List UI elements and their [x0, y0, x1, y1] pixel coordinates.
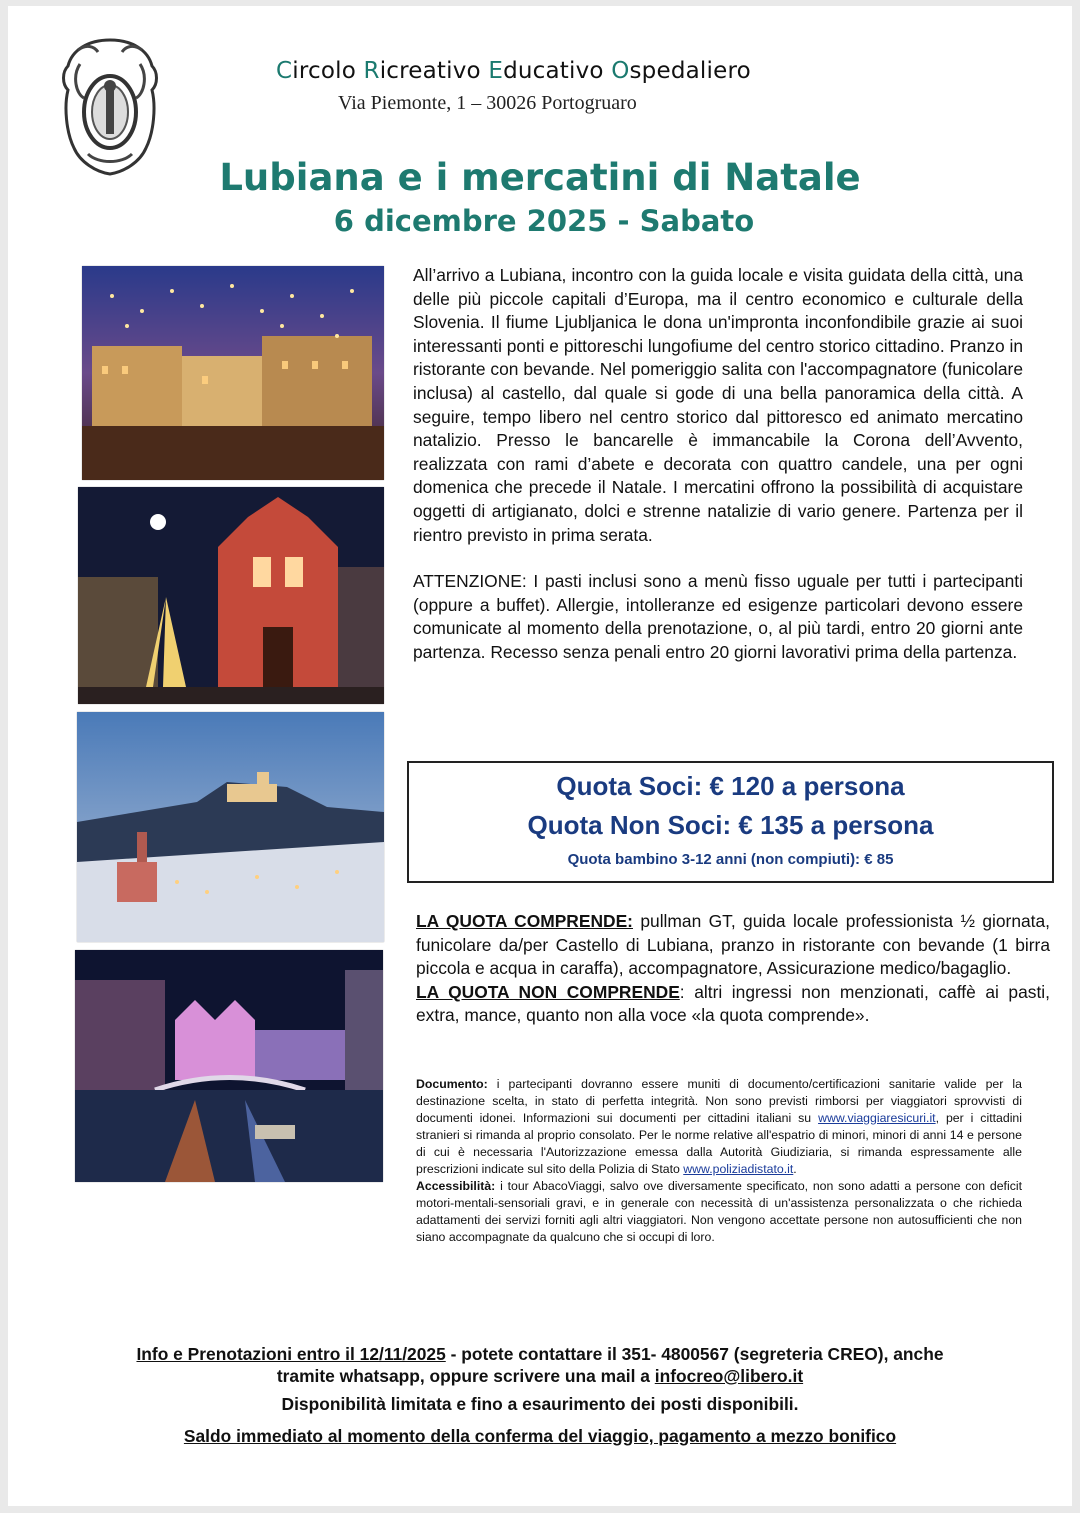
event-title: Lubiana e i mercatini di Natale — [219, 156, 861, 199]
price-non-members: Quota Non Soci: € 135 a persona — [527, 810, 934, 840]
photo-christmas-lights-square — [82, 266, 384, 480]
tour-description — [413, 264, 1023, 665]
excludes-paragraph — [416, 981, 1050, 1028]
organization-name: Circolo Ricreativo Educativo Ospedaliero — [276, 58, 751, 84]
includes-label: LA QUOTA COMPRENDE: — [416, 911, 633, 931]
booking-deadline: Info e Prenotazioni entro il 12/11/2025 — [136, 1344, 446, 1364]
includes-text: pullman GT, guida locale professionista ½ giornata, funicolare da/per Castello di Lubiana, pranzo in ristorante con bevande (1 birra piccola e acqua in caraffa), accompagnatore, Assicurazione medico/bagaglio. — [416, 911, 1050, 978]
poliziadistato-link[interactable]: www.poliziadistato.it — [683, 1162, 794, 1176]
photo-franciscan-church — [78, 487, 384, 704]
photo-castle-panorama — [77, 712, 384, 942]
organization-address: Via Piemonte, 1 – 30026 Portogruaro — [338, 92, 637, 114]
viaggiaresicuri-link[interactable]: www.viaggiaresicuri.it — [818, 1111, 936, 1125]
accessibility-notice: Accessibilità: i tour AbacoViaggi, salvo ove diversamente specificato, non sono adatti a persone con deficit motori-mentali-sensoriali gravi, e in generale con necessità di un'assistenza personalizzata o che richieda adattamenti dei servizi forniti agli altri viaggiatori. Non vengono accettate persone non autosufficienti che non siano accompagnate da qualcuno che si occupi di loro. — [416, 1179, 1022, 1244]
quote-inclusions — [416, 910, 1050, 1028]
fine-print — [416, 1076, 1022, 1246]
availability-note: Disponibilità limitata e fino a esaurimento dei posti disponibili. — [281, 1394, 799, 1414]
pricing-box — [407, 761, 1054, 883]
booking-info: Info e Prenotazioni entro il 12/11/2025 - potete contattare il 351- 4800567 (segreteria CREO), anche — [136, 1344, 944, 1364]
document-notice: Documento: i partecipanti dovranno essere muniti di documento/certificazioni sanitarie valide per la destinazione scelta, in stato di perfetta integrità. Non sono previsti rimborsi per viaggiatori sprovvisti di documenti idonei. Informazioni sui documenti per cittadini italiani su www.viaggiaresicuri.it, per i cittadini stranieri si rimanda al proprio consolato. Per le norme relative all'espatrio di minori, minori di anni 14 e persone di cui è necessaria l'Autorizzazione emessa dalla Autorità Giudiziaria, si rimanda espressamente alle prescrizioni indicate sul sito della Polizia di Stato www.poliziadistato.it. — [416, 1077, 1023, 1176]
price-members: Quota Soci: € 120 a persona — [556, 771, 905, 801]
payment-note: Saldo immediato al momento della conferma del viaggio, pagamento a mezzo bonifico — [183, 1426, 897, 1446]
price-child: Quota bambino 3-12 anni (non compiuti): € 85 — [567, 851, 894, 868]
tour-itinerary: All’arrivo a Lubiana, incontro con la guida locale e visita guidata della città, una delle più piccole capitali d’Europa, ma il centro economico e culturale della Slovenia. Il fiume Ljubljanica le dona un'impronta inconfondibile grazie ai suoi interessanti ponti e pittoreschi lungofiume del centro storico cittadino. Pranzo in ristorante con bevande. Nel pomeriggio salita con l'accompagnatore (funicolare inclusa) al castello, dal quale si gode di una bella panoramica della città. A seguire, tempo libero nel centro storico dal pittoresco ed animato mercatino natalizio. Presso le bancarelle è immancabile la Corona dell’Avvento, realizzata con rami d’abete e decorata con quattro candele, una per ogni domenica che precede il Natale. I mercatini offrono la possibilità di acquistare oggetti di artigianato, dolci e strenne natalizie di vario genere. Partenza per il rientro previsto in prima serata. — [413, 265, 1023, 545]
contact-line: tramite whatsapp, oppure scrivere una mail a infocreo@libero.it — [276, 1366, 804, 1386]
attention-notice: ATTENZIONE: I pasti inclusi sono a menù fisso uguale per tutti i partecipanti (oppure a buffet). Allergie, intolleranze ed esigenze particolari devono essere comunicate al momento della prenotazione, o, al più tardi, entro 20 giorni ante partenza. Recesso senza penali entro 20 giorni lavorativi prima della partenza. — [413, 571, 1023, 662]
includes-paragraph — [416, 910, 1050, 981]
excludes-label: LA QUOTA NON COMPRENDE — [416, 981, 680, 1002]
photo-river-night — [75, 950, 383, 1182]
email-link[interactable]: infocreo@libero.it — [654, 1366, 804, 1386]
excludes-text: : altri ingressi non menzionati, caffè ai pasti, extra, mance, quanto non alla voce «la quota comprende». — [416, 981, 1050, 1025]
event-date: 6 dicembre 2025 - Sabato — [333, 204, 755, 238]
